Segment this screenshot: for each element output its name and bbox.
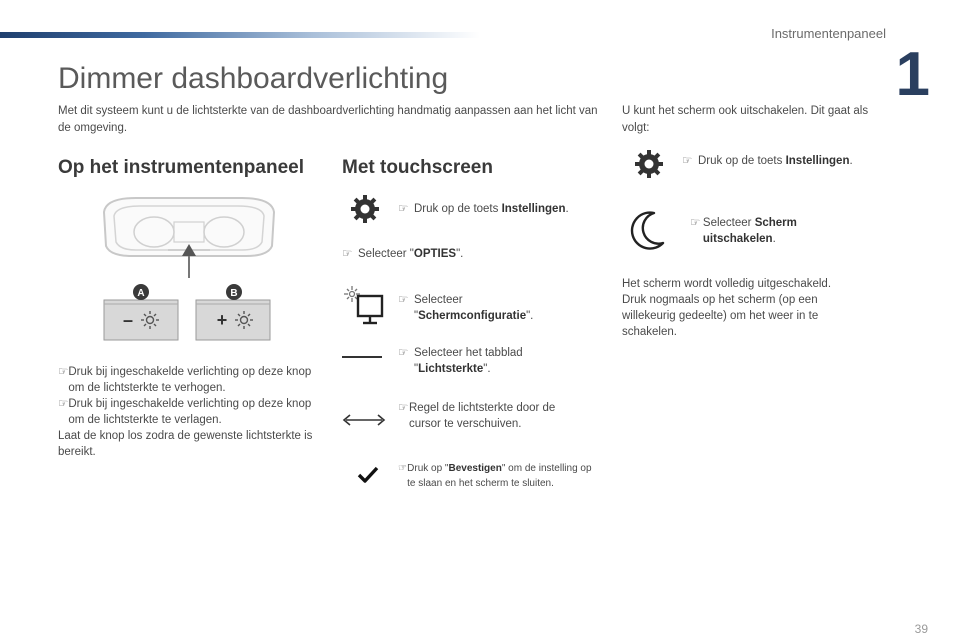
- list-item: ☞ Druk bij ingeschakelde verlichting op deze knop om de lichtsterkte te verlagen.: [58, 398, 312, 426]
- note-text: Laat de knop los zodra de gewenste lichtsterkte is bereikt.: [58, 430, 313, 458]
- pointer-icon: ☞: [58, 398, 69, 410]
- screen-config-icon: [344, 286, 386, 326]
- page-number: 39: [914, 622, 928, 636]
- button-b-label: B: [230, 288, 238, 299]
- pointer-icon: ☞: [398, 402, 409, 414]
- slider-arrows-icon: [340, 412, 388, 428]
- touch-step-5: ☞ Regel de lichtsterkte door de cursor te verschuiven.: [398, 402, 556, 430]
- gear-icon: [350, 194, 380, 224]
- pointer-icon: ☞: [58, 366, 69, 378]
- touch-step-6: ☞ Druk op "Bevestigen" om de instelling op te slaan en het scherm te sluiten.: [398, 463, 592, 489]
- page-title: Dimmer dashboardverlichting: [58, 62, 449, 95]
- touch-step-2: ☞ Selecteer "OPTIES".: [342, 248, 464, 260]
- moon-icon: [630, 210, 666, 250]
- pointer-icon: ☞: [398, 294, 409, 306]
- touch-step-1: ☞ Druk op de toets Instellingen.: [398, 203, 569, 215]
- gear-icon: [634, 149, 664, 179]
- pointer-icon: ☞: [398, 463, 407, 474]
- pointer-icon: ☞: [342, 248, 353, 260]
- left-instructions: [58, 364, 320, 460]
- list-item: ☞ Druk bij ingeschakelde verlichting op deze knop om de lichtsterkte te verhogen.: [58, 366, 312, 394]
- section-label: Instrumentenpaneel: [771, 26, 886, 41]
- pointer-icon: ☞: [682, 155, 693, 167]
- tab-bar-icon: [342, 356, 382, 358]
- right-outro: Het scherm wordt volledig uitgeschakeld. Druk nogmaals op het scherm (op een willekeurig gedeelte) om het weer in te schakelen.: [622, 278, 832, 338]
- button-a-sign: –: [122, 310, 134, 330]
- heading-instrument-panel: Op het instrumentenpaneel: [58, 157, 304, 178]
- instrument-panel-illustration: [96, 194, 282, 344]
- header-gradient-bar: [0, 32, 480, 38]
- touch-step-4: ☞ Selecteer het tabblad "Lichtsterkte".: [398, 347, 523, 375]
- button-b-sign: +: [216, 310, 228, 330]
- right-step-2: ☞ Selecteer Scherm uitschakelen.: [690, 217, 797, 245]
- pointer-icon: ☞: [690, 217, 701, 229]
- right-intro-text: U kunt het scherm ook uitschakelen. Dit gaat als volgt:: [622, 105, 869, 134]
- checkmark-icon: [357, 466, 379, 484]
- pointer-icon: ☞: [398, 203, 409, 215]
- chapter-number: 1: [895, 40, 930, 109]
- intro-text: Met dit systeem kunt u de lichtsterkte van de dashboardverlichting handmatig aanpassen aan het licht van de omgeving.: [58, 105, 598, 134]
- touch-step-3: ☞ Selecteer "Schermconfiguratie".: [398, 294, 534, 322]
- heading-touchscreen: Met touchscreen: [342, 157, 493, 178]
- pointer-icon: ☞: [398, 347, 409, 359]
- right-step-1: ☞ Druk op de toets Instellingen.: [682, 155, 853, 167]
- button-a-label: A: [137, 288, 145, 299]
